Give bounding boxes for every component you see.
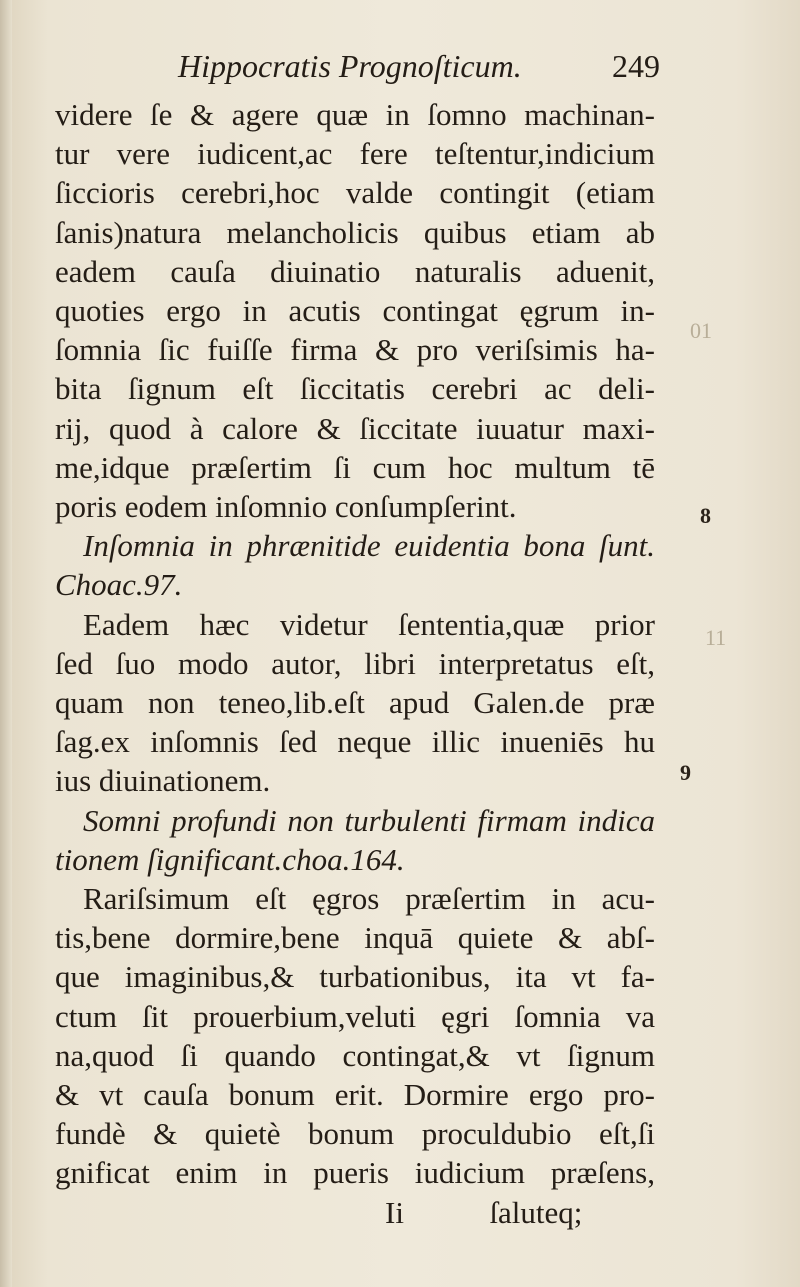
text-line: na,quod ſi quando contingat,& vt ſignum: [55, 1037, 655, 1073]
catchword-line: [55, 1193, 655, 1232]
text-line: ſanis)natura melancholicis quibus etiam ab: [55, 214, 655, 250]
text-line: tis,bene dormire,bene inquā quiete & abſ-: [55, 920, 655, 956]
catchword: ſaluteq;: [489, 1194, 583, 1230]
text-line: me,idque præſertim ſi cum hoc multum tē: [55, 449, 655, 485]
page-gutter: [0, 0, 12, 1287]
marginal-note: 01: [690, 318, 712, 343]
running-title: Hippocratis Prognoſticum.: [178, 48, 522, 84]
aphorism-heading: Inſomnia in phrænitide euidentia bona ſunt.: [83, 528, 655, 564]
text-line: Eadem hæc videtur ſententia,quæ prior: [83, 606, 655, 642]
text-line: ſed ſuo modo autor, libri interpretatus eſt,: [55, 645, 655, 681]
marginal-note: 11: [705, 625, 727, 650]
text-block: [55, 95, 655, 1232]
text-line: ſomnia ſic fuiſſe firma & pro veriſsimis ha-: [55, 332, 655, 368]
running-header: [58, 40, 660, 90]
aphorism-reference: tionem ſignificant.choa.164.: [55, 841, 405, 877]
marginal-note: 8: [700, 503, 711, 528]
text-line: bita ſignum eſt ſiccitatis cerebri ac deli-: [55, 371, 655, 407]
text-line: eadem cauſa diuinatio naturalis aduenit,: [55, 253, 655, 289]
marginal-note: 9: [680, 760, 691, 785]
text-line: poris eodem inſomnio conſumpſerint.: [55, 489, 517, 525]
text-line: quam non teneo,lib.eſt apud Galen.de præ: [55, 685, 655, 721]
text-line: que imaginibus,& turbationibus, ita vt fa-: [55, 959, 655, 995]
text-line: & vt cauſa bonum erit. Dormire ergo pro-: [55, 1077, 655, 1113]
text-line: Rariſsimum eſt ęgros præſertim in acu-: [83, 881, 655, 917]
text-line: ſag.ex inſomnis ſed neque illic inueniēs hu: [55, 724, 655, 760]
text-line: videre ſe & agere quæ in ſomno machinan-: [55, 97, 655, 132]
text-line: fundè & quietè bonum proculdubio eſt,ſi: [55, 1116, 655, 1152]
aphorism-heading: Somni profundi non turbulenti firmam indica: [83, 802, 655, 838]
text-line: ius diuinationem.: [55, 763, 271, 799]
text-line: tur vere iudicent,ac fere teſtentur,indicium: [55, 136, 655, 172]
text-line: rij, quod à calore & ſiccitate iuuatur maxi-: [55, 410, 655, 446]
text-line: ſiccioris cerebri,hoc valde contingit (etiam: [55, 175, 655, 211]
aphorism-reference: Choac.97.: [55, 567, 183, 603]
text-line: gnificat enim in pueris iudicium præſens,: [55, 1155, 655, 1191]
page-number: 249: [612, 48, 660, 84]
text-line: ctum ſit prouerbium,veluti ęgri ſomnia va: [55, 998, 655, 1034]
text-line: quoties ergo in acutis contingat ęgrum in-: [55, 293, 655, 329]
signature-mark: Ii: [385, 1194, 404, 1230]
